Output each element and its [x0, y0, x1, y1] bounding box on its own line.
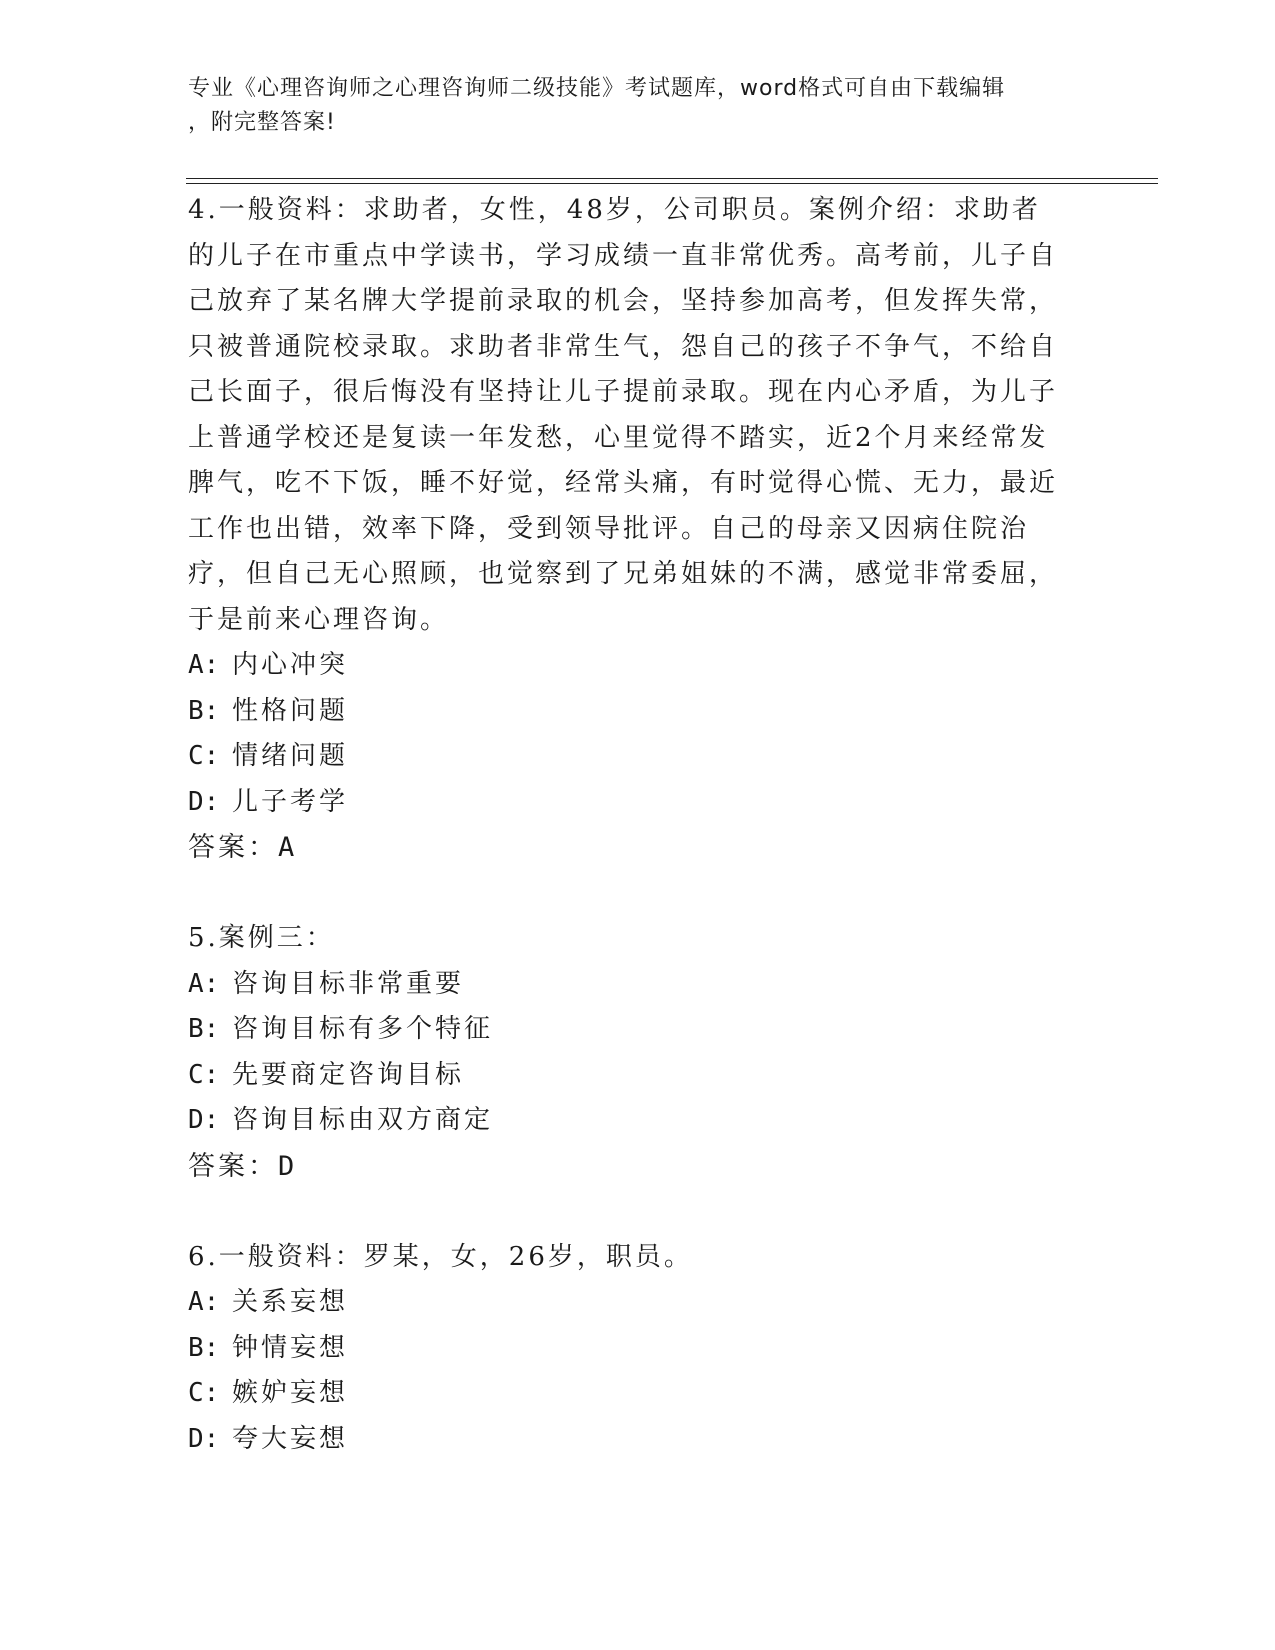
option-c — [188, 1053, 1068, 1099]
option-d — [188, 1098, 1068, 1144]
question-4 — [188, 188, 1068, 871]
option-letter: C: — [188, 1059, 220, 1090]
option-text: 情绪问题 — [232, 741, 349, 771]
option-text: 嫉妒妄想 — [232, 1378, 349, 1408]
option-letter: B: — [188, 695, 220, 726]
question-list — [188, 188, 1068, 1462]
option-a — [188, 962, 1068, 1008]
answer-line — [188, 1144, 1068, 1190]
option-letter: A: — [188, 968, 220, 999]
answer-line — [188, 825, 1068, 871]
option-c — [188, 734, 1068, 780]
answer-label: 答案： — [188, 832, 278, 863]
option-b — [188, 1007, 1068, 1053]
option-letter: D: — [188, 1105, 220, 1135]
answer-label: 答案： — [188, 1150, 278, 1182]
question-stem: 6.一般资料：罗某，女，26岁，职员。 — [188, 1241, 693, 1272]
option-text: 性格问题 — [232, 695, 349, 726]
option-letter: D: — [188, 786, 220, 817]
header-divider-top — [186, 178, 1158, 179]
option-text: 内心冲突 — [232, 650, 349, 680]
option-letter: A: — [188, 1287, 220, 1317]
page-header — [188, 72, 1068, 140]
option-text: 咨询目标非常重要 — [232, 968, 465, 999]
option-text: 咨询目标由双方商定 — [232, 1105, 494, 1135]
option-b — [188, 689, 1068, 735]
option-d — [188, 780, 1068, 826]
option-letter: C: — [188, 741, 220, 771]
option-c — [188, 1371, 1068, 1417]
option-text: 咨询目标有多个特征 — [232, 1014, 494, 1044]
option-text: 钟情妄想 — [232, 1332, 349, 1363]
option-d — [188, 1417, 1068, 1463]
question-stem: 4.一般资料：求助者，女性，48岁，公司职员。案例介绍：求助者的儿子在市重点中学读书，学习成绩一直非常优秀。高考前，儿子自己放弃了某名牌大学提前录取的机会，坚持参加高考，但发挥失常，只被普通院校录取。求助者非常生气，怨自己的孩子不争气，不给自己长面子，很后悔没有坚持让儿子提前录取。现在内心矛盾，为儿子上普通学校还是复读一年发愁，心里觉得不踏实，近2个月来经常发脾气，吃不下饭，睡不好觉，经常头痛，有时觉得心慌、无力，最近工作也出错，效率下降，受到领导批评。自己的母亲又因病住院治疗，但自己无心照顾，也觉察到了兄弟姐妹的不满，感觉非常委屈，于是前来心理咨询。 — [188, 195, 1059, 635]
option-letter: A: — [188, 650, 220, 680]
option-a — [188, 643, 1068, 689]
option-letter: D: — [188, 1423, 220, 1454]
answer-value: A — [278, 832, 298, 863]
option-a — [188, 1280, 1068, 1326]
option-letter: B: — [188, 1014, 220, 1044]
option-b — [188, 1326, 1068, 1372]
header-divider-bottom — [186, 183, 1158, 184]
option-text: 关系妄想 — [232, 1287, 349, 1317]
question-spacer — [188, 871, 1068, 917]
header-title-line-2: ，附完整答案! — [188, 110, 336, 135]
header-title-line-1: 专业《心理咨询师之心理咨询师二级技能》考试题库，word格式可自由下载编辑 — [188, 76, 1006, 101]
option-text: 先要商定咨询目标 — [232, 1059, 465, 1090]
question-5 — [188, 916, 1068, 1189]
option-text: 儿子考学 — [232, 786, 349, 817]
question-spacer — [188, 1189, 1068, 1235]
question-6 — [188, 1235, 1068, 1463]
option-text: 夸大妄想 — [232, 1423, 349, 1454]
answer-value: D — [278, 1150, 298, 1182]
question-stem: 5.案例三： — [188, 923, 335, 953]
option-letter: C: — [188, 1378, 220, 1408]
option-letter: B: — [188, 1332, 220, 1363]
